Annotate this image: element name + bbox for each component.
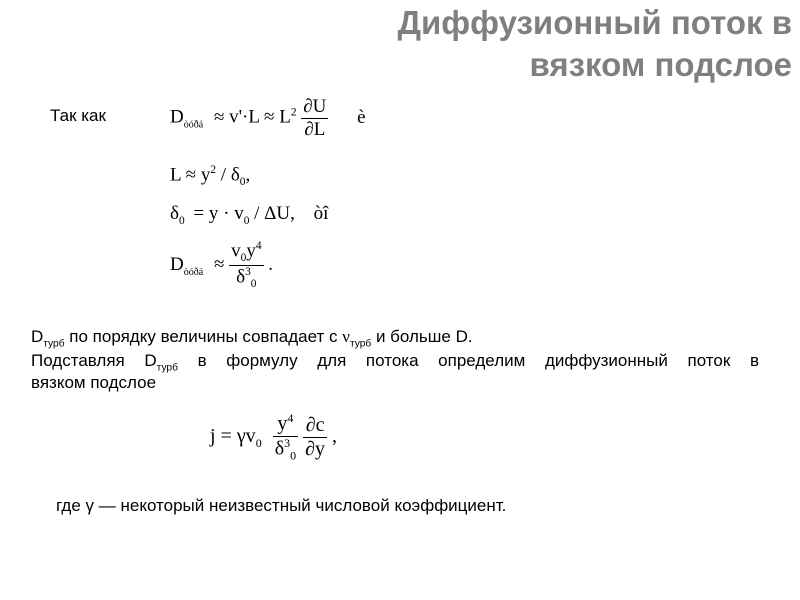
- f2-rest: / δ: [220, 164, 240, 186]
- formula-length-scale: [170, 164, 250, 188]
- f4-dot: .: [268, 254, 274, 276]
- f4-D: D: [170, 254, 184, 276]
- f4-num-sub: 0: [240, 252, 247, 265]
- p1-nusub: турб: [349, 338, 372, 350]
- f1-fraction: [301, 96, 328, 141]
- formula-diffusion-estimate: [170, 240, 273, 291]
- f4-fraction: [229, 240, 263, 291]
- p2-text2: в формулу для потока определим диффузионный поток в: [197, 351, 759, 370]
- f4-den: [229, 266, 263, 291]
- f3-sub2: 0: [243, 214, 250, 227]
- f1-D: D: [170, 106, 184, 128]
- slide-title: [272, 2, 792, 86]
- f5-sub: 0: [255, 436, 262, 451]
- f1-trail: è: [357, 106, 366, 128]
- f5-fraction-1: [273, 412, 298, 463]
- p2-text1: Подставляя D: [31, 351, 157, 370]
- f3-eq: =: [193, 203, 205, 224]
- f4-sub: òóðá: [183, 266, 204, 278]
- f2-comma: ,: [245, 164, 251, 186]
- f2-y: y: [200, 164, 211, 186]
- f1-exp: 2: [290, 106, 297, 119]
- f3-mid: y · v: [208, 203, 244, 224]
- f4-num: [229, 240, 263, 266]
- formula-delta-zero: [170, 203, 328, 227]
- formula-flux: [210, 412, 337, 463]
- f3-rest: / ΔU,: [254, 203, 295, 224]
- f2-approx: ≈: [185, 164, 197, 186]
- title-line-2: вязком подслое: [529, 46, 792, 83]
- f4-num-exp: 4: [255, 240, 262, 252]
- p1-Dsub: турб: [43, 338, 65, 350]
- paragraph-3: вязком подслое: [31, 373, 157, 392]
- f1-den: ∂L: [304, 118, 326, 140]
- f2-L: L: [170, 164, 181, 186]
- f3-trail: òî: [313, 203, 329, 224]
- p1-text2: и больше D.: [375, 327, 473, 346]
- footer-note: где γ — некоторый неизвестный числовой коэффициент.: [56, 496, 507, 515]
- f5-num1: [273, 412, 298, 437]
- f4-num-v: v: [231, 240, 241, 262]
- f2-exp: 2: [210, 164, 217, 176]
- formula-diffusion-coefficient: [170, 96, 366, 141]
- f5-fraction-2: [303, 414, 327, 461]
- p2-sub: турб: [156, 362, 178, 374]
- f5-den1-d: δ: [274, 437, 285, 460]
- f1-L: L: [279, 106, 291, 128]
- f1-approx1: ≈: [213, 106, 225, 128]
- p1-D: D: [31, 327, 44, 346]
- f5-num2: ∂c: [303, 414, 327, 438]
- f5-lhs: j = γv: [210, 425, 256, 448]
- f5-num1-y: y: [277, 412, 288, 435]
- p1-text1: по порядку величины совпадает с: [69, 327, 338, 346]
- p1-nu: ν: [342, 327, 350, 346]
- f4-den-exp: 3: [245, 266, 251, 279]
- f5-den2: ∂y: [305, 438, 326, 461]
- f5-comma: ,: [332, 425, 338, 448]
- f1-num: ∂U: [303, 96, 327, 117]
- lead-text: Так как: [50, 106, 106, 125]
- f4-num-y: y: [246, 240, 256, 262]
- f3-delta: δ: [170, 203, 179, 224]
- f5-num1-exp: 4: [287, 411, 294, 425]
- f1-v: v'·L: [229, 106, 260, 128]
- f5-den1-sub: 0: [290, 448, 297, 463]
- title-line-1: Диффузионный поток в: [397, 4, 792, 41]
- f1-sub: òóðá: [183, 119, 204, 131]
- f4-den-d: δ: [236, 266, 246, 288]
- f4-den-sub: 0: [250, 278, 257, 291]
- f2-sub: 0: [239, 176, 246, 189]
- f3-sub1: 0: [178, 214, 185, 227]
- f5-den1: [273, 437, 298, 463]
- f4-approx: ≈: [213, 254, 225, 276]
- f1-approx2: ≈: [264, 106, 275, 128]
- f5-den1-exp: 3: [284, 435, 291, 450]
